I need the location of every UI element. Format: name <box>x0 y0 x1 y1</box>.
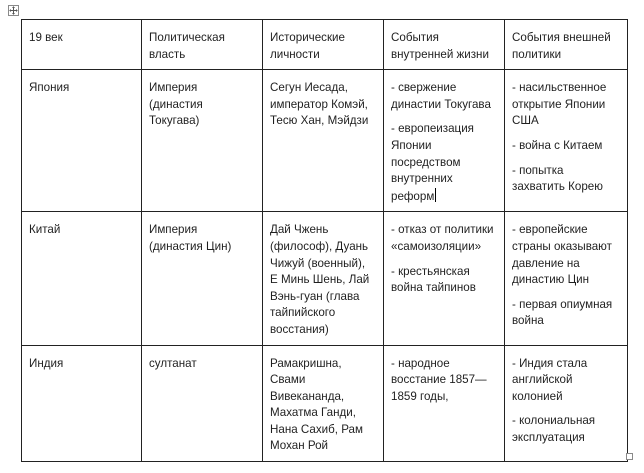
cell-persons[interactable]: Рамакришна, Свами Вивекананда, Махатма Ганди, Нана Сахиб, Рам Мохан Рой <box>263 345 384 462</box>
list-item: - народное восстание 1857—1859 годы, <box>391 356 487 403</box>
cell-power[interactable]: Империя (династия Цин) <box>142 212 263 345</box>
list-item: - война с Китаем <box>512 138 603 152</box>
text-cursor <box>435 188 436 202</box>
table-row <box>22 212 628 345</box>
list-item: - свержение династии Токугава <box>391 81 491 111</box>
header-foreign-policy[interactable]: События внешней политики <box>505 20 628 70</box>
list-item: - Индия стала английской колонией <box>512 356 588 403</box>
list-item: - попытка захватить Корею <box>512 163 603 194</box>
cell-power[interactable]: султанат <box>142 345 263 462</box>
table-row <box>22 70 628 212</box>
cell-external[interactable] <box>505 212 628 345</box>
cell-internal[interactable] <box>384 212 505 345</box>
cell-external[interactable] <box>505 345 628 462</box>
header-century[interactable]: 19 век <box>22 20 142 70</box>
cell-external[interactable] <box>505 70 628 212</box>
cell-country[interactable]: Япония <box>22 70 142 212</box>
table-resize-handle-icon[interactable] <box>626 453 633 460</box>
cell-persons[interactable]: Дай Чжень (философ), Дуань Чижуй (военный), Е Минь Шень, Лай Вэнь-гуан (глава тайпийского восстания) <box>263 212 384 345</box>
cell-power[interactable]: Империя (династия Токугава) <box>142 70 263 212</box>
list-item: - первая опиумная война <box>512 297 613 328</box>
table-row <box>22 345 628 462</box>
cell-internal[interactable] <box>384 70 505 212</box>
cell-country[interactable]: Индия <box>22 345 142 462</box>
table-move-handle-icon[interactable] <box>8 5 19 16</box>
history-table <box>21 19 628 462</box>
cell-country[interactable]: Китай <box>22 212 142 345</box>
table-header-row <box>22 20 628 70</box>
header-internal-events[interactable]: События внутренней жизни <box>384 20 505 70</box>
list-item: - крестьянская война тайпинов <box>391 264 476 295</box>
header-political-power[interactable]: Политическая власть <box>142 20 263 70</box>
list-item: - отказ от политики «самоизоляции» <box>391 223 494 253</box>
list-item: - европеизация Японии посредством внутренних реформ <box>391 122 474 203</box>
cell-persons[interactable]: Сегун Иесада, император Комэй, Тесю Хан, Мэйдзи <box>263 70 384 212</box>
list-item: - европейские страны оказывают давление на династию Цин <box>512 223 612 287</box>
cell-internal[interactable] <box>384 345 505 462</box>
list-item: - насильственное открытие Японии США <box>512 81 607 128</box>
header-historical-persons[interactable]: Исторические личности <box>263 20 384 70</box>
list-item: - колониальная эксплуатация <box>512 414 596 444</box>
